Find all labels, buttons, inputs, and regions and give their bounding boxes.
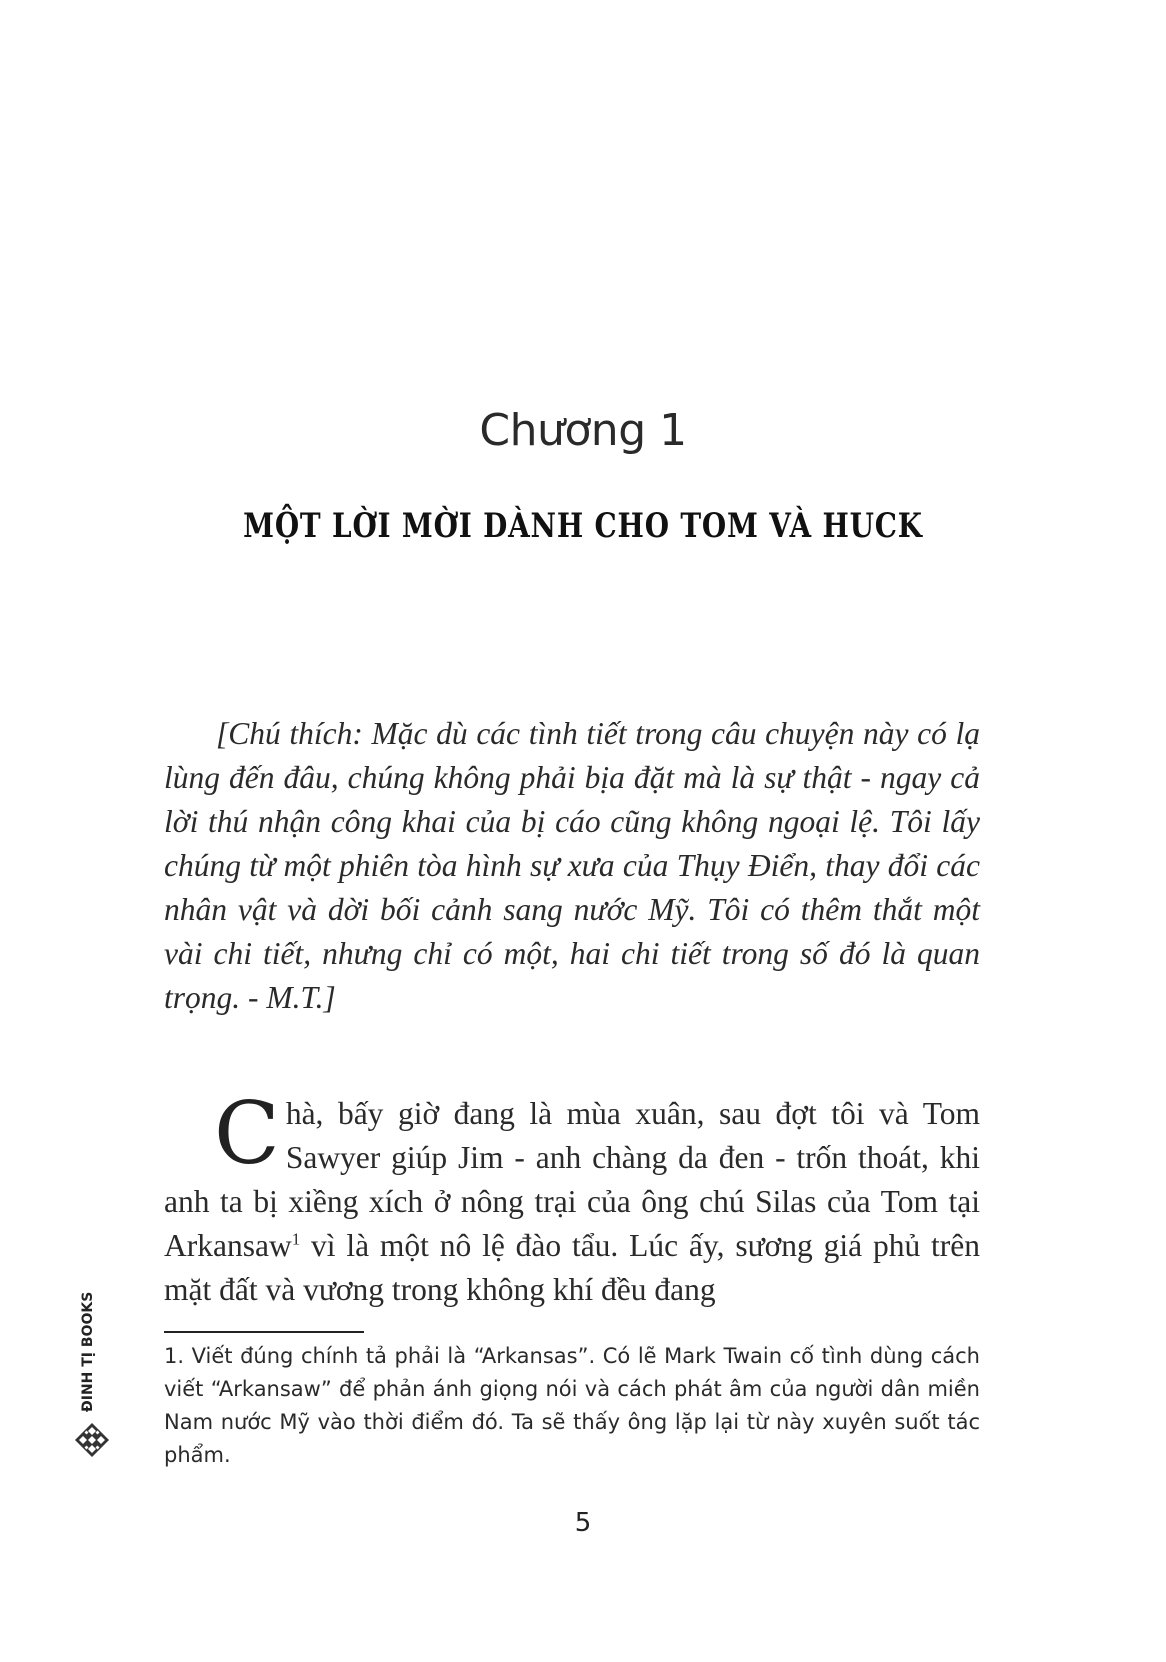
body-paragraph bbox=[164, 1084, 980, 1312]
chapter-title: MỘT LỜI MỜI DÀNH CHO TOM VÀ HUCK bbox=[243, 506, 923, 546]
body-text-part-1: hà, bấy giờ đang là mùa xuân, sau đợt tôi và Tom Sawyer giúp Jim - anh chàng da đen - trốn thoát, khi anh ta bị xiềng xích ở nông trại của ông chú Silas của Tom tại Arkansaw bbox=[164, 1096, 980, 1263]
footnote-reference[interactable]: 1 bbox=[291, 1229, 301, 1249]
drop-cap: C bbox=[214, 1084, 280, 1184]
body-text-part-2: vì là một nô lệ đào tẩu. Lúc ấy, sương giá phủ trên mặt đất và vương trong không khí đều đang bbox=[164, 1228, 980, 1307]
footnote-divider bbox=[164, 1331, 364, 1333]
chapter-label: Chương 1 bbox=[479, 405, 687, 456]
footnote: 1. Viết đúng chính tả phải là “Arkansas”. Có lẽ Mark Twain cố tình dùng cách viết “Arkansaw” để phản ánh giọng nói và cách phát âm của người dân miền Nam nước Mỹ vào thời điểm đó. Ta sẽ thấy ông lặp lại từ này xuyên suốt tác phẩm. bbox=[164, 1344, 980, 1467]
author-note: [Chú thích: Mặc dù các tình tiết trong câu chuyện này có lạ lùng đến đâu, chúng không phải bịa đặt mà là sự thật - ngay cả lời thú nhận công khai của bị cáo cũng không ngoại lệ. Tôi lấy chúng từ một phiên tòa hình sự xưa của Thụy Điển, thay đổi các nhân vật và dời bối cảnh sang nước Mỹ. Tôi có thêm thắt một vài chi tiết, nhưng chỉ có một, hai chi tiết trong số đó là quan trọng. - M.T.] bbox=[164, 716, 980, 1015]
publisher-name: ĐINH TỊ BOOKS bbox=[80, 1291, 96, 1412]
page-number: 5 bbox=[574, 1508, 592, 1538]
publisher-mark bbox=[70, 1291, 116, 1472]
diamond-lattice-icon bbox=[74, 1422, 110, 1458]
